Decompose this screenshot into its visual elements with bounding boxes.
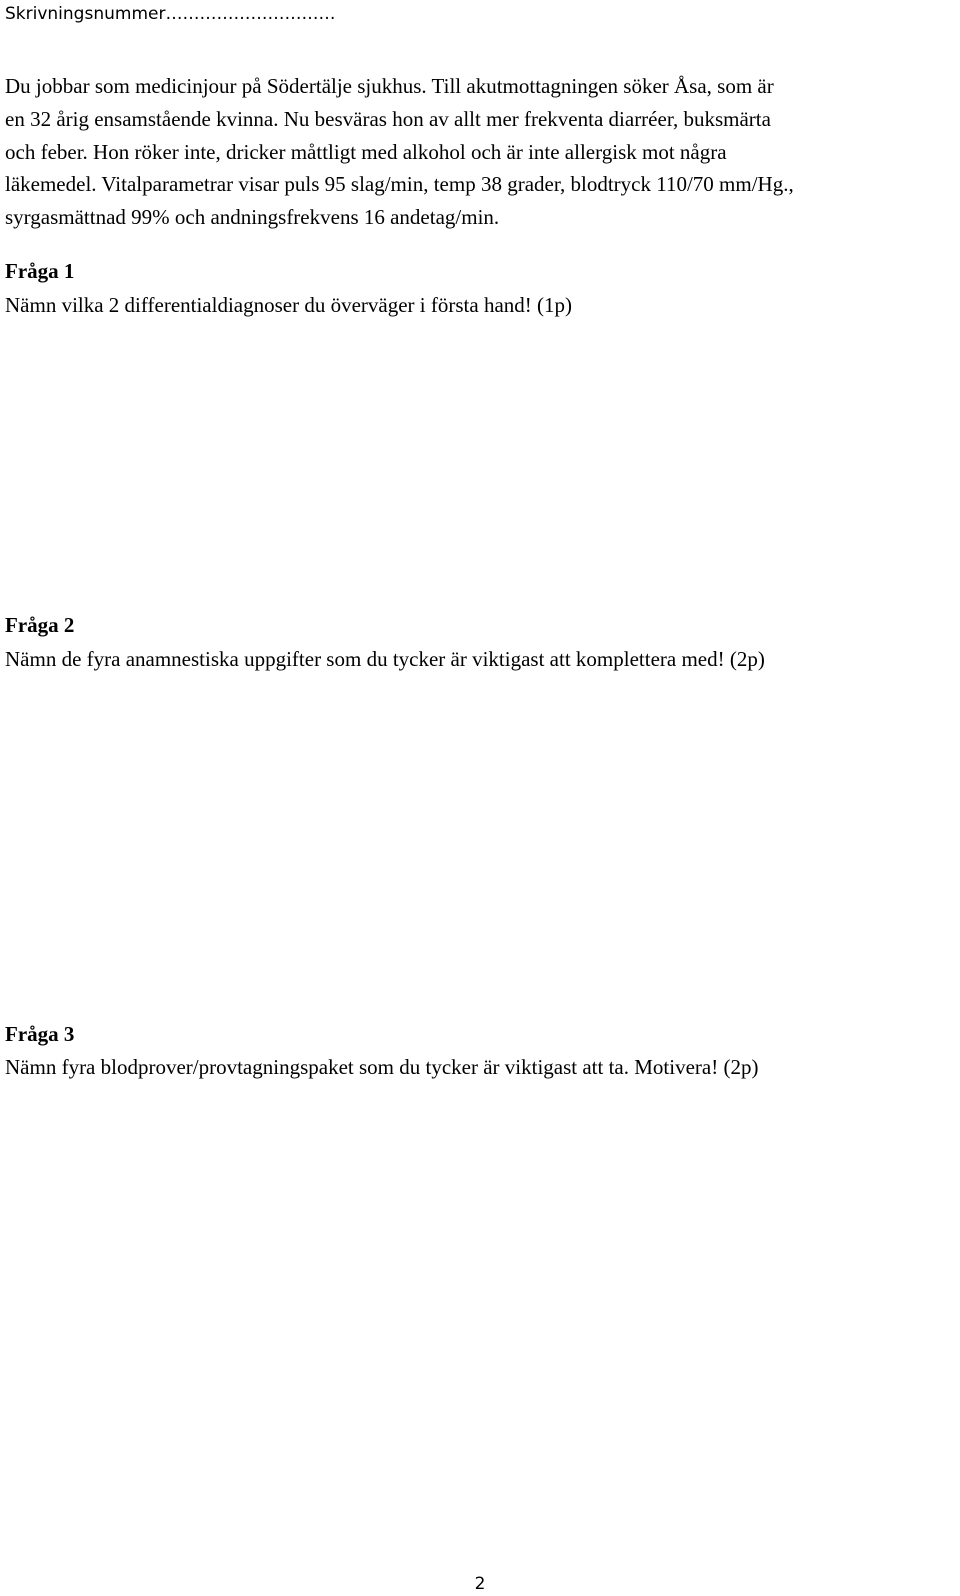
case-line: syrgasmättnad 99% och andningsfrekvens 16 andetag/min. bbox=[5, 205, 500, 230]
page-number: 2 bbox=[474, 1574, 486, 1594]
question-2-text: Nämn de fyra anamnestiska uppgifter som du tycker är viktigast att komplettera med! (2p) bbox=[5, 647, 765, 671]
question-3-text: Nämn fyra blodprover/provtagningspaket som du tycker är viktigast att ta. Motivera! (2p) bbox=[5, 1055, 759, 1079]
case-description bbox=[5, 70, 955, 234]
case-line: en 32 årig ensamstående kvinna. Nu besväras hon av allt mer frekventa diarréer, buksmärta bbox=[5, 106, 771, 131]
question-1-text: Nämn vilka 2 differentialdiagnoser du överväger i första hand! (1p) bbox=[5, 293, 572, 317]
question-3-title: Fråga 3 bbox=[5, 1022, 75, 1046]
case-line: Du jobbar som medicinjour på Södertälje sjukhus. Till akutmottagningen söker Åsa, som är bbox=[5, 74, 774, 98]
case-line: läkemedel. Vitalparametrar visar puls 95 slag/min, temp 38 grader, blodtryck 110/70 mm/Hg., bbox=[5, 172, 794, 197]
question-2-title: Fråga 2 bbox=[5, 613, 75, 637]
question-2-answer-area[interactable] bbox=[5, 684, 955, 1009]
question-3-answer-area[interactable] bbox=[5, 1092, 955, 1552]
question-1-answer-area[interactable] bbox=[5, 330, 955, 600]
exam-number-label: Skrivningsnummer………………………… bbox=[5, 4, 336, 24]
question-1-title: Fråga 1 bbox=[5, 259, 75, 283]
case-line: och feber. Hon röker inte, dricker måttligt med alkohol och är inte allergisk mot några bbox=[5, 139, 727, 164]
